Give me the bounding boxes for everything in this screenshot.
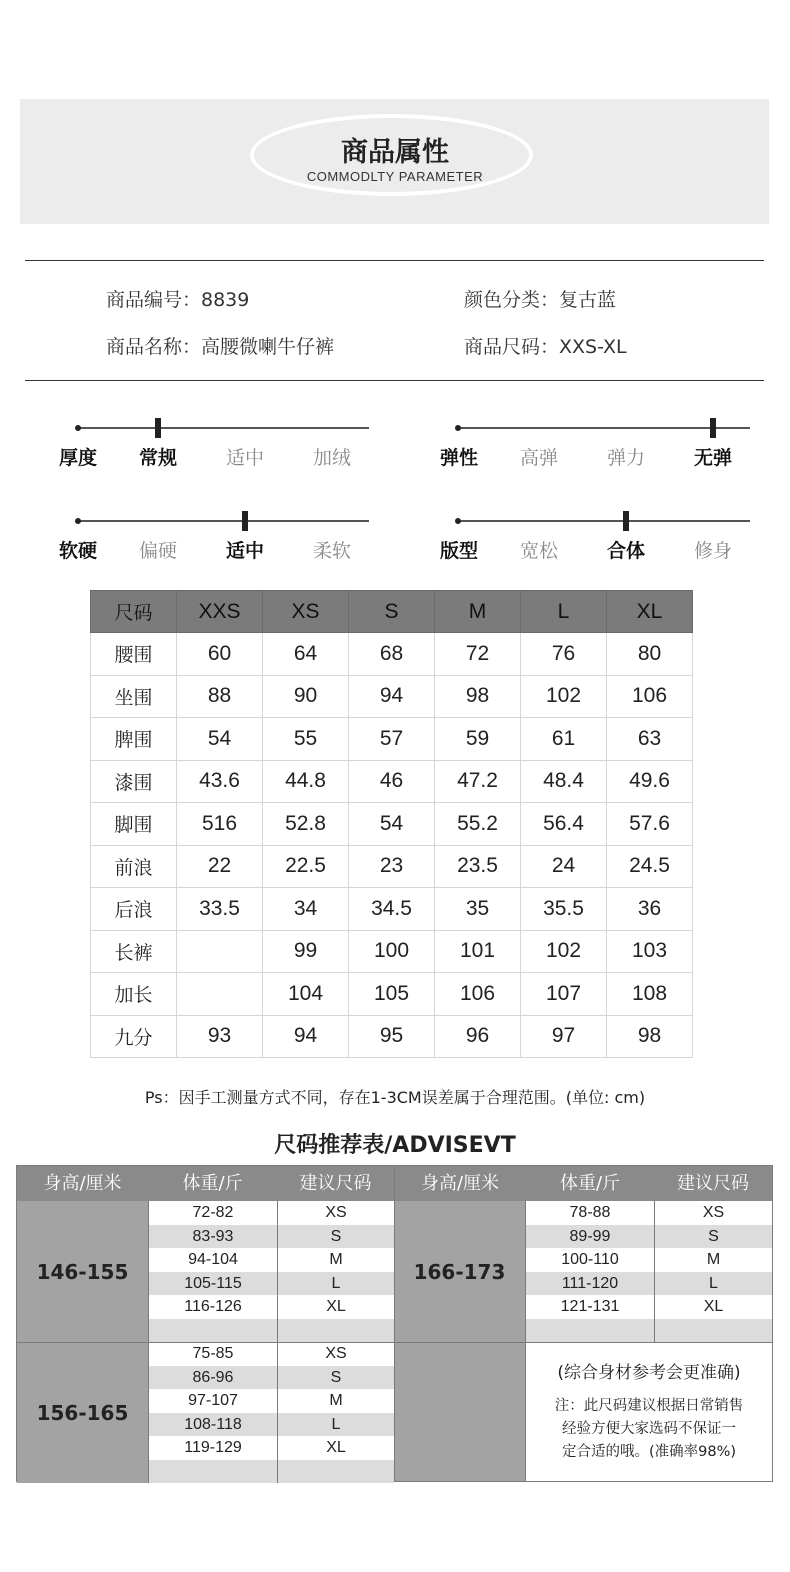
measure-value: 88 [177,675,263,718]
measure-value: 107 [521,973,607,1016]
measure-value [177,973,263,1016]
scale-option: 弹力 [606,447,646,469]
measure-value: 63 [607,718,693,761]
scale-option: 柔软 [312,540,352,562]
weight-range: 72-82 [192,1204,234,1221]
measure-value: 55 [263,718,349,761]
measure-value: 102 [521,675,607,718]
size-table-row [91,1015,693,1058]
measure-value: 106 [607,675,693,718]
measure-label: 漆围 [91,760,177,803]
weight-range: 108-118 [149,1413,277,1437]
measure-label: 脾围 [91,718,177,761]
recommend-note-line: 定合适的哦。(准确率98%) [561,1444,737,1460]
scale-track [458,427,750,429]
measure-value: 46 [349,760,435,803]
measure-value: 55.2 [435,803,521,846]
size-header-cell: XL [607,591,693,633]
weight-range: 100-110 [561,1251,619,1268]
size-header-label: 尺码 [91,591,177,633]
size-header-cell: S [349,591,435,633]
product-code: 商品编号：8839 [106,289,250,311]
scale-option: 修身 [693,540,733,562]
measure-value: 76 [521,633,607,676]
weight-range: 105-115 [149,1272,277,1296]
column-divider [148,1342,149,1483]
suggested-size: M [329,1392,343,1409]
measure-value: 80 [607,633,693,676]
recommend-header-cell: 体重/斤 [526,1166,654,1201]
measure-value: 93 [177,1015,263,1058]
suggested-size: XS [702,1204,725,1221]
recommend-table [16,1165,773,1482]
measure-value: 96 [435,1015,521,1058]
measure-value: 101 [435,930,521,973]
size-table [90,590,693,1058]
size-header-cell: XXS [177,591,263,633]
measure-value: 47.2 [435,760,521,803]
empty-cell [394,1342,525,1481]
measure-value: 61 [521,718,607,761]
measure-value: 106 [435,973,521,1016]
scale-option: 适中 [225,447,265,469]
scale-start-dot [75,518,81,524]
measure-value: 64 [263,633,349,676]
weight-range: 121-131 [560,1298,620,1315]
page-title: 商品属性 [341,137,449,168]
suggested-size [655,1319,772,1343]
size-table-row [91,803,693,846]
measure-value: 72 [435,633,521,676]
size-header-cell: M [435,591,521,633]
suggested-size: S [655,1225,772,1249]
divider-top [25,260,764,261]
measure-value: 35.5 [521,888,607,931]
measure-value: 102 [521,930,607,973]
weight-range: 94-104 [188,1251,238,1268]
size-table-row [91,930,693,973]
column-divider [394,1166,395,1481]
measurement-note: Ps：因手工测量方式不同，存在1-3CM误差属于合理范围。(单位: cm) [144,1088,646,1107]
size-header-cell: XS [263,591,349,633]
measure-value: 23 [349,845,435,888]
measure-value: 33.5 [177,888,263,931]
measure-value: 35 [435,888,521,931]
measure-value: 95 [349,1015,435,1058]
scale-option: 高弹 [519,447,559,469]
scale-marker [242,511,248,531]
scale-option: 宽松 [519,540,559,562]
measure-value: 22 [177,845,263,888]
measure-value: 49.6 [607,760,693,803]
suggested-size: M [706,1251,721,1268]
column-divider [654,1201,655,1342]
measure-label: 加长 [91,973,177,1016]
divider-bottom [25,380,764,381]
measure-value: 100 [349,930,435,973]
scale-start-dot [455,518,461,524]
suggested-size: XS [325,1345,347,1362]
measure-value: 57.6 [607,803,693,846]
measure-value: 94 [349,675,435,718]
scale-option: 适中 [225,540,265,562]
measure-value: 90 [263,675,349,718]
measure-value: 57 [349,718,435,761]
size-table-row [91,760,693,803]
recommend-note-title: (综合身材参考会更准确) [557,1363,741,1383]
column-divider [525,1201,526,1342]
scale-option: 无弹 [693,447,733,469]
measure-value: 34 [263,888,349,931]
measure-value [177,930,263,973]
measure-value: 24 [521,845,607,888]
scale-option: 偏硬 [138,540,178,562]
measure-value: 36 [607,888,693,931]
height-range: 166-173 [394,1201,525,1342]
column-divider [148,1201,149,1342]
weight-range: 97-107 [188,1392,238,1409]
recommend-title: 尺码推荐表/ADVISEVT [274,1133,516,1158]
product-color: 颜色分类：复古蓝 [464,289,617,311]
suggested-size [278,1460,394,1484]
column-divider [277,1342,278,1483]
scale-track [78,427,369,429]
weight-range [149,1319,277,1343]
recommend-header-cell: 身高/厘米 [394,1166,526,1201]
scale-option: 加绒 [312,447,352,469]
measure-value: 23.5 [435,845,521,888]
measure-value: 94 [263,1015,349,1058]
weight-range: 83-93 [149,1225,277,1249]
scale-marker [623,511,629,531]
scale-start-dot [75,425,81,431]
scale-name: 弹性 [439,447,479,469]
measure-label: 长裤 [91,930,177,973]
height-range: 156-165 [17,1342,148,1483]
measure-value: 54 [349,803,435,846]
measure-value: 104 [263,973,349,1016]
suggested-size: L [278,1272,394,1296]
weight-range: 111-120 [526,1272,654,1296]
weight-range [526,1319,654,1343]
measure-value: 22.5 [263,845,349,888]
scale-name: 软硬 [58,540,98,562]
measure-value: 59 [435,718,521,761]
measure-value: 516 [177,803,263,846]
product-name: 商品名称：高腰微喇牛仔裤 [106,336,335,358]
suggested-size [278,1319,394,1343]
measure-value: 99 [263,930,349,973]
measure-value: 60 [177,633,263,676]
weight-range: 89-99 [526,1225,654,1249]
suggested-size: XL [326,1439,346,1456]
measure-value: 68 [349,633,435,676]
measure-value: 48.4 [521,760,607,803]
weight-range: 78-88 [569,1204,611,1221]
recommend-header-cell: 体重/斤 [148,1166,277,1201]
suggested-size: L [655,1272,772,1296]
size-table-row [91,973,693,1016]
size-table-header-row [91,591,693,633]
scale-track [458,520,750,522]
measure-value: 44.8 [263,760,349,803]
measure-label: 脚围 [91,803,177,846]
size-table-row [91,845,693,888]
suggested-size: XS [325,1204,347,1221]
weight-range: 119-129 [184,1439,242,1456]
scale-start-dot [455,425,461,431]
scale-name: 版型 [439,540,479,562]
recommend-header-cell: 建议尺码 [654,1166,772,1201]
weight-range: 75-85 [192,1345,234,1362]
weight-range [149,1460,277,1484]
recommend-header-cell: 身高/厘米 [17,1166,148,1201]
measure-value: 98 [435,675,521,718]
size-table-row [91,675,693,718]
scale-name: 厚度 [58,447,98,469]
size-header-cell: L [521,591,607,633]
measure-value: 108 [607,973,693,1016]
size-table-row [91,888,693,931]
measure-value: 43.6 [177,760,263,803]
measure-value: 97 [521,1015,607,1058]
row-divider [17,1342,772,1343]
measure-value: 24.5 [607,845,693,888]
scale-track [78,520,369,522]
weight-range: 86-96 [149,1366,277,1390]
suggested-size: XL [703,1298,724,1315]
suggested-size: L [278,1413,394,1437]
column-divider [277,1201,278,1342]
scale-marker [155,418,161,438]
product-size-range: 商品尺码：XXS-XL [464,336,627,358]
suggested-size: S [278,1225,394,1249]
measure-label: 坐围 [91,675,177,718]
measure-value: 105 [349,973,435,1016]
measure-label: 后浪 [91,888,177,931]
recommend-header-cell: 建议尺码 [277,1166,394,1201]
scale-marker [710,418,716,438]
measure-value: 34.5 [349,888,435,931]
scale-option: 常规 [138,447,178,469]
measure-value: 56.4 [521,803,607,846]
recommend-note-line: 注：此尺码建议根据日常销售 [554,1398,744,1414]
suggested-size: XL [326,1298,346,1315]
weight-range: 116-126 [184,1298,242,1315]
measure-value: 98 [607,1015,693,1058]
measure-value: 103 [607,930,693,973]
height-range: 146-155 [17,1201,148,1342]
measure-label: 腰围 [91,633,177,676]
measure-value: 52.8 [263,803,349,846]
page-subtitle: COMMODLTY PARAMETER [306,169,484,184]
measure-label: 九分 [91,1015,177,1058]
size-table-row [91,718,693,761]
measure-label: 前浪 [91,845,177,888]
size-table-row [91,633,693,676]
suggested-size: S [278,1366,394,1390]
recommend-note-line: 经验方便大家选码不保证一 [562,1421,736,1437]
suggested-size: M [329,1251,343,1268]
scale-option: 合体 [606,540,646,562]
measure-value: 54 [177,718,263,761]
